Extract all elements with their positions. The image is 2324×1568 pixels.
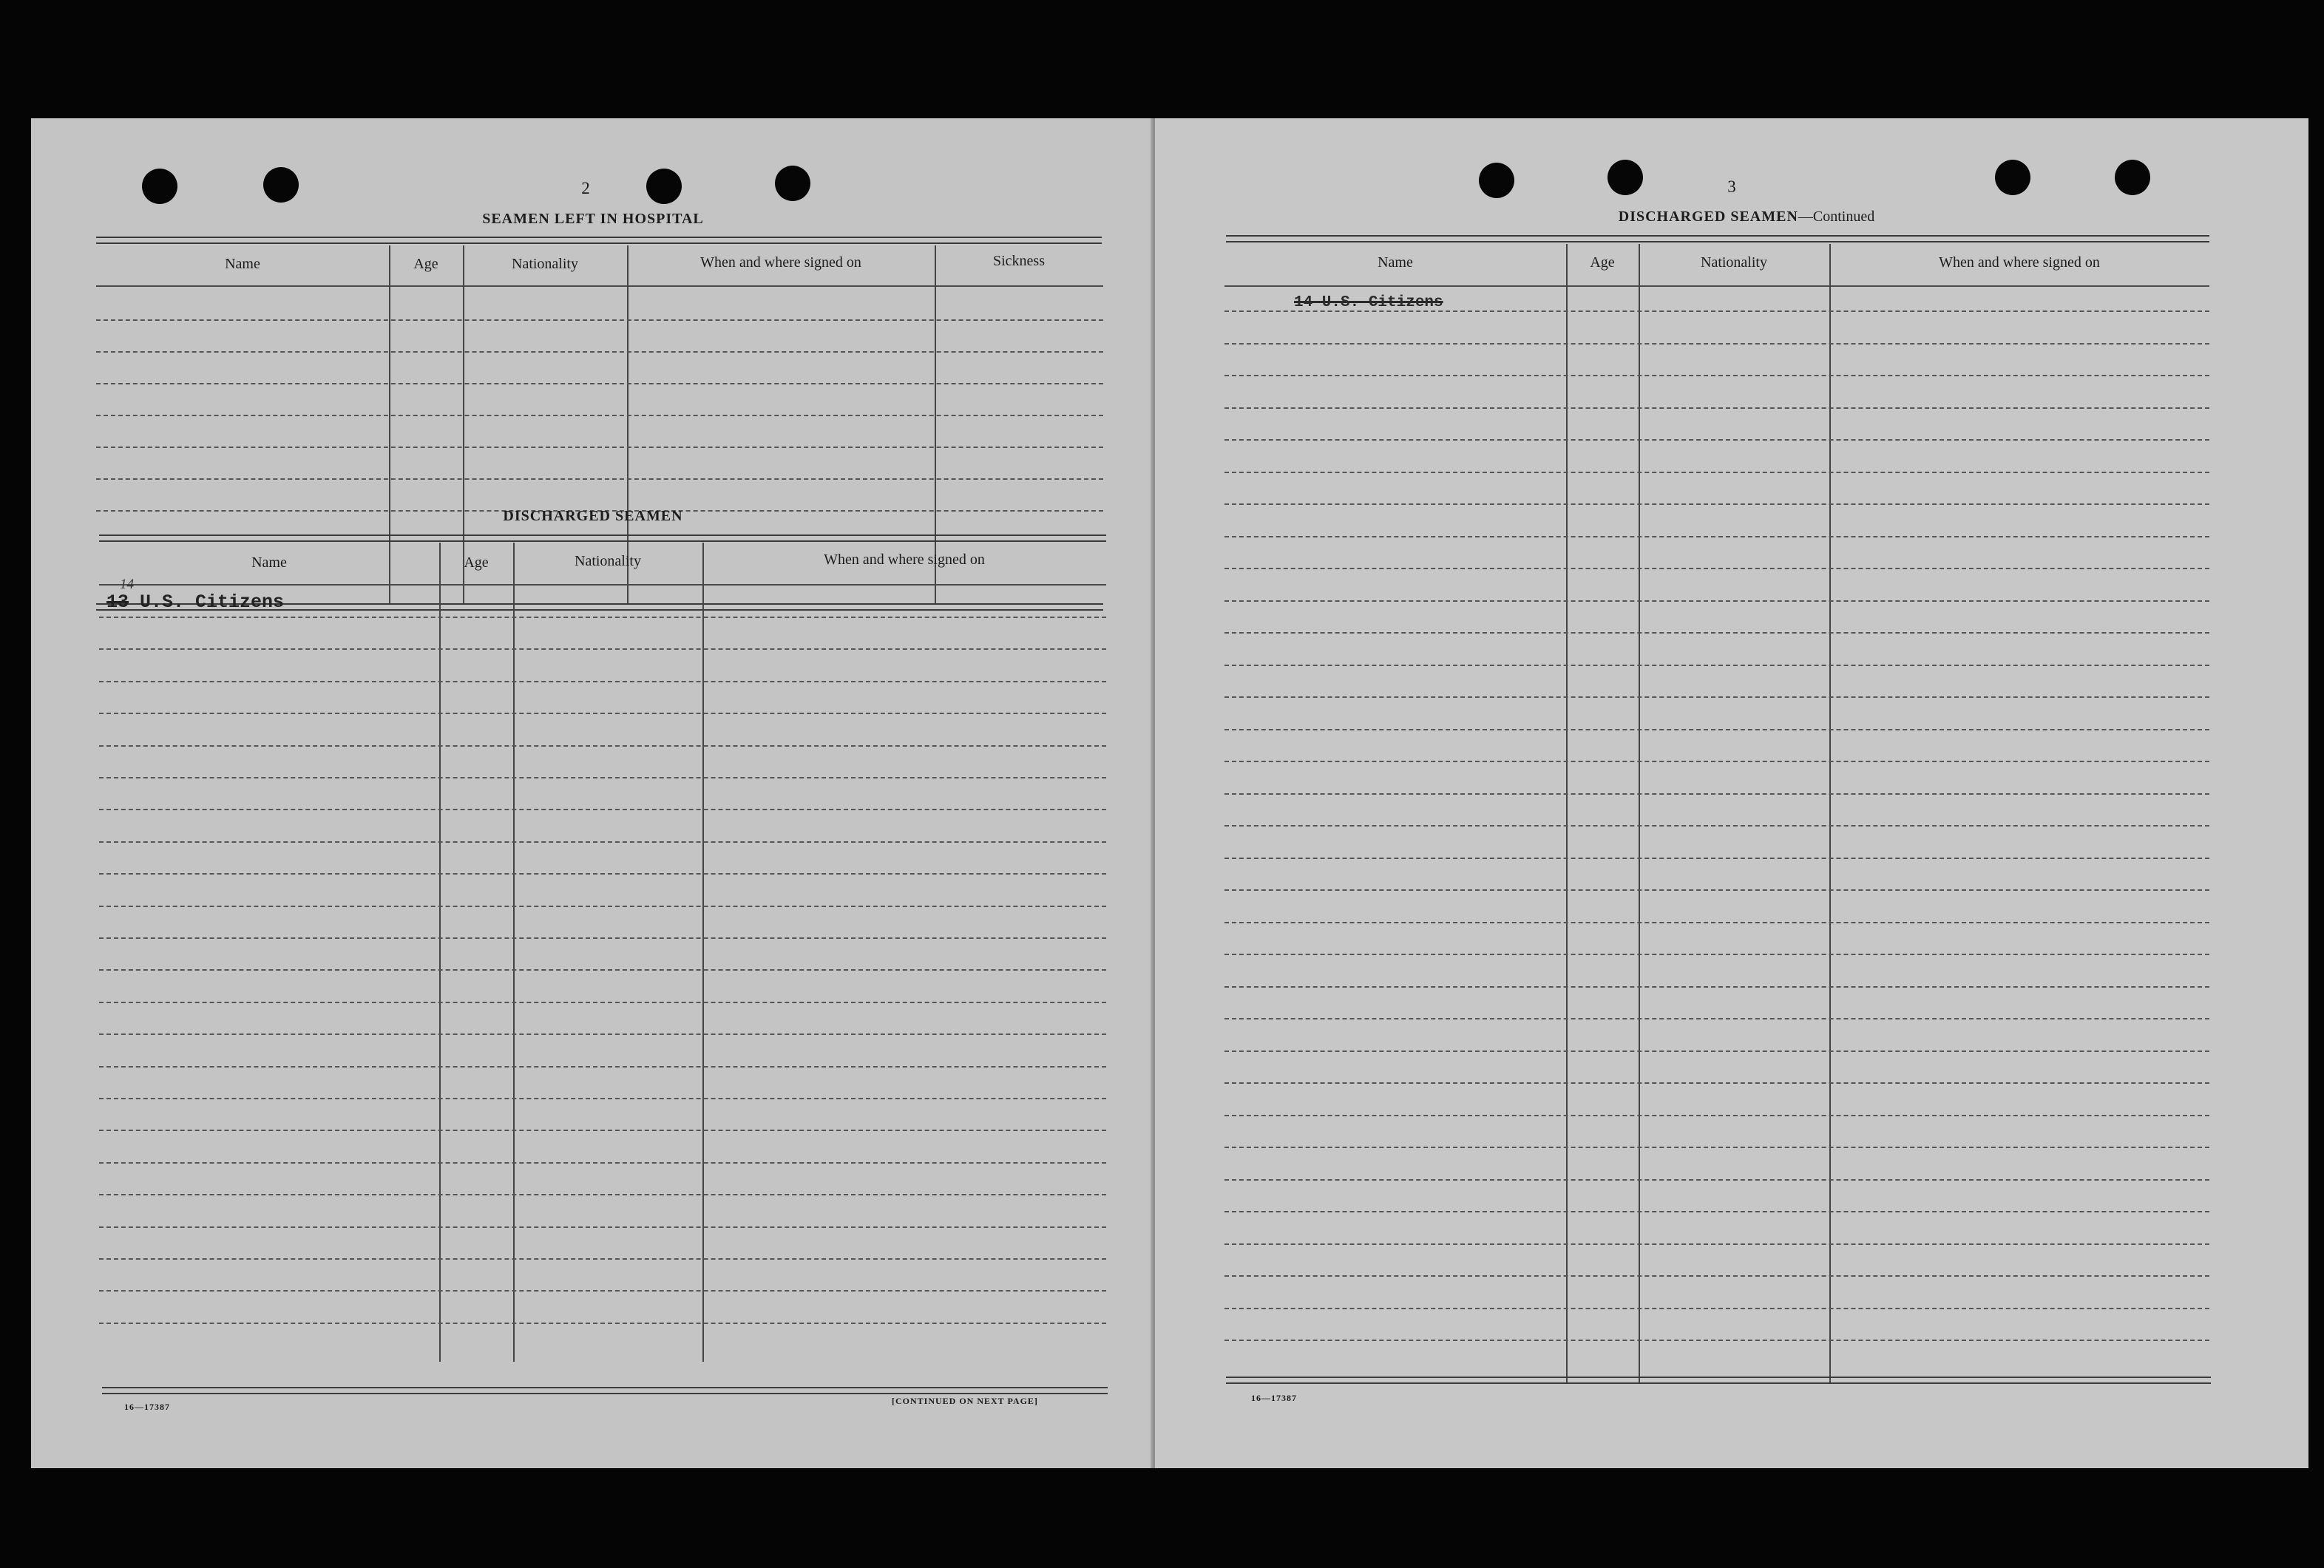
ruled-row-line: [1224, 503, 2209, 505]
ruled-row-line: [99, 937, 1106, 939]
ruled-row-line: [99, 1002, 1106, 1003]
discharged-table: [99, 543, 1106, 1365]
ruled-row-line: [1224, 343, 2209, 345]
ruled-row-line: [99, 841, 1106, 843]
ruled-row-line: [99, 906, 1106, 907]
ruled-row-line: [99, 648, 1106, 650]
col-signed-on-header: When and where signed on: [824, 551, 985, 568]
ruled-row-line: [96, 319, 1103, 321]
ruled-row-line: [1224, 1018, 2209, 1019]
ruled-row-line: [1224, 922, 2209, 923]
ruled-row-line: [1224, 1275, 2209, 1277]
ruled-row-line: [1224, 665, 2209, 666]
col-name-header: Name: [1378, 254, 1413, 271]
ruled-row-line: [1224, 310, 2209, 312]
ruled-row-line: [99, 1290, 1106, 1292]
handwritten-correction: 14: [120, 577, 134, 592]
ruled-row-line: [99, 1323, 1106, 1324]
col-age-header: Age: [413, 256, 438, 272]
left-page: [31, 118, 1153, 1468]
hospital-section-title: SEAMEN LEFT IN HOSPITAL: [482, 211, 704, 227]
punch-hole: [775, 166, 810, 201]
ruled-row-line: [96, 415, 1103, 416]
ruled-row-line: [1224, 439, 2209, 441]
col-name-header: Name: [251, 554, 287, 571]
ruled-row-line: [1224, 793, 2209, 795]
ruled-row-line: [1224, 1179, 2209, 1181]
discharged-continued-table: [1224, 244, 2209, 1385]
continued-note: [CONTINUED ON NEXT PAGE]: [892, 1396, 1038, 1406]
col-signed-on-header: When and where signed on: [1939, 254, 2100, 271]
ruled-row-line: [99, 713, 1106, 714]
ruled-row-line: [1224, 536, 2209, 537]
form-code: 16—17387: [1251, 1393, 1297, 1403]
ruled-row-line: [1224, 1211, 2209, 1212]
punch-hole: [1479, 163, 1514, 198]
ruled-row-line: [1224, 1115, 2209, 1116]
column-divider: [439, 543, 441, 1362]
ruled-row-line: [1224, 1243, 2209, 1245]
column-divider: [702, 543, 704, 1362]
right-page: [1155, 118, 2308, 1468]
ruled-row-line: [1224, 858, 2209, 859]
continued-table-header: [1224, 244, 2209, 287]
punch-hole: [142, 169, 177, 204]
ruled-row-line: [99, 1226, 1106, 1228]
title-suffix: —Continued: [1798, 208, 1875, 225]
discharged-continued-title: [1414, 208, 2079, 225]
discharged-bottom-rule: [102, 1387, 1108, 1394]
page-number: 3: [1727, 177, 1736, 196]
discharged-section-title: DISCHARGED SEAMEN: [503, 508, 683, 524]
ruled-row-line: [96, 383, 1103, 384]
ruled-row-line: [99, 809, 1106, 810]
col-nationality-header: Nationality: [575, 553, 641, 569]
ruled-row-line: [1224, 954, 2209, 955]
discharged-top-rule: [99, 534, 1106, 542]
punch-hole: [1995, 160, 2030, 195]
discharged-entry: [106, 591, 284, 613]
ruled-row-line: [1224, 568, 2209, 569]
struck-count: 13: [106, 591, 129, 613]
ruled-row-line: [99, 1162, 1106, 1164]
ruled-row-line: [1224, 1308, 2209, 1309]
ruled-row-line: [1224, 632, 2209, 634]
title-text: DISCHARGED SEAMEN: [1618, 208, 1798, 225]
ruled-row-line: [96, 351, 1103, 353]
col-nationality-header: Nationality: [1701, 254, 1767, 271]
punch-hole: [1608, 160, 1643, 195]
ruled-row-line: [96, 478, 1103, 480]
column-divider: [513, 543, 515, 1362]
col-age-header: Age: [1590, 254, 1615, 271]
col-age-header: Age: [464, 554, 489, 571]
bottom-rule: [1226, 1377, 2211, 1384]
ruled-row-line: [99, 1034, 1106, 1035]
col-nationality-header: Nationality: [512, 256, 578, 272]
discharged-table-header: [99, 543, 1106, 586]
page-number: 2: [581, 179, 590, 197]
ruled-row-line: [1224, 696, 2209, 698]
ruled-row-line: [1224, 1340, 2209, 1341]
ruled-row-line: [1224, 889, 2209, 891]
punch-hole: [646, 169, 682, 204]
ruled-row-line: [99, 873, 1106, 875]
ruled-row-line: [1224, 1051, 2209, 1052]
ruled-row-line: [1224, 761, 2209, 762]
punch-hole: [263, 167, 299, 203]
col-sickness-header: Sickness: [993, 253, 1045, 269]
ruled-row-line: [99, 1066, 1106, 1068]
ruled-row-line: [1224, 1082, 2209, 1084]
ruled-row-line: [99, 969, 1106, 971]
ruled-row-line: [99, 1130, 1106, 1131]
ruled-row-line: [1224, 472, 2209, 473]
ruled-row-line: [1224, 729, 2209, 730]
ruled-row-line: [99, 1194, 1106, 1195]
col-signed-on-header: When and where signed on: [700, 254, 861, 271]
hospital-top-rule: [96, 237, 1102, 244]
col-name-header: Name: [225, 256, 260, 272]
entry-text: U.S. Citizens: [140, 591, 285, 613]
ruled-row-line: [99, 1258, 1106, 1260]
ruled-row-line: [1224, 825, 2209, 827]
form-code: 16—17387: [124, 1402, 170, 1412]
ruled-row-line: [99, 745, 1106, 747]
ruled-row-line: [99, 777, 1106, 778]
top-rule: [1226, 235, 2209, 242]
ruled-row-line: [1224, 1147, 2209, 1148]
ruled-row-line: [1224, 600, 2209, 602]
ruled-row-line: [96, 447, 1103, 448]
ruled-row-line: [1224, 986, 2209, 988]
ruled-row-line: [99, 681, 1106, 682]
ruled-row-line: [99, 1098, 1106, 1099]
ruled-row-line: [99, 617, 1106, 618]
ruled-row-line: [1224, 407, 2209, 409]
punch-hole: [2115, 160, 2150, 195]
ruled-row-line: [1224, 375, 2209, 376]
hospital-table-header: [96, 245, 1103, 287]
struck-entry: 14 U.S. Citizens: [1294, 294, 1443, 311]
